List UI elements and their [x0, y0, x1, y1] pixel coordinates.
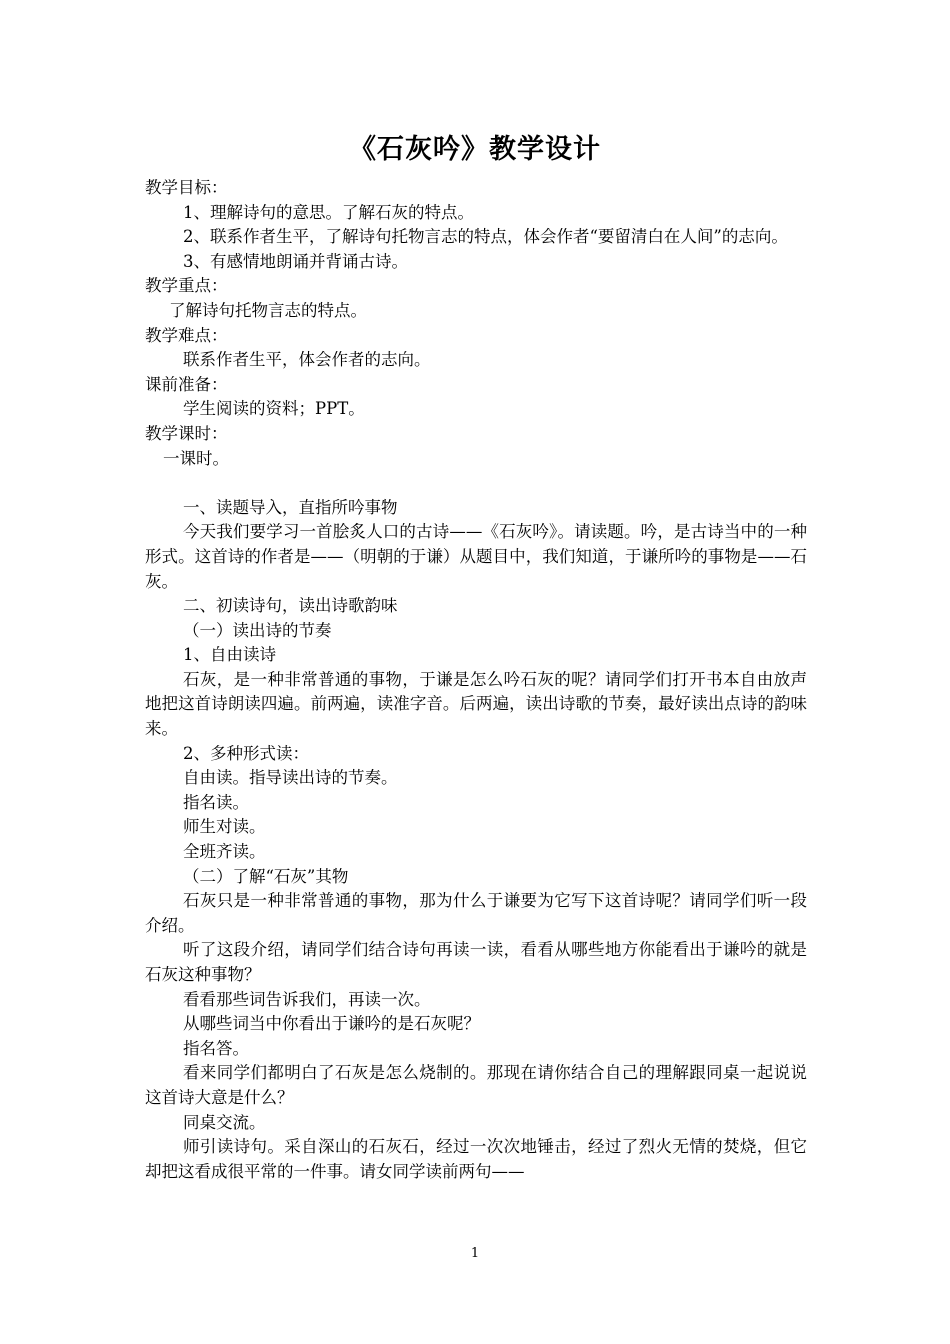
document-title: 《石灰吟》教学设计	[349, 134, 601, 165]
paragraph: 听了这段介绍，请同学们结合诗句再读一读，看看从哪些地方你能看出于谦吟的就是石灰这种事物？	[145, 940, 807, 984]
paragraph: 二、初读诗句，读出诗歌韵味	[183, 596, 398, 616]
paragraph: 指名答。	[183, 1038, 249, 1058]
paragraph: 一课时。	[163, 448, 229, 468]
paragraph: （一）读出诗的节奏	[183, 620, 332, 640]
paragraph: 1、自由读诗	[183, 645, 276, 665]
document-body	[145, 176, 807, 1184]
paragraph: 自由读。指导读出诗的节奏。	[183, 768, 398, 788]
paragraph: 教学课时：	[145, 423, 228, 443]
paragraph: 石灰只是一种非常普通的事物，那为什么于谦要为它写下这首诗呢？请同学们听一段介绍。	[145, 891, 807, 935]
paragraph: 看来同学们都明白了石灰是怎么烧制的。那现在请你结合自己的理解跟同桌一起说说这首诗大意是什么？	[145, 1063, 807, 1107]
paragraph: 全班齐读。	[183, 842, 266, 862]
paragraph: 看看那些词告诉我们，再读一次。	[183, 989, 431, 1009]
page-number: 1	[470, 1246, 480, 1261]
paragraph: 石灰，是一种非常普通的事物，于谦是怎么吟石灰的呢？请同学们打开书本自由放声地把这首诗朗读四遍。前两遍，读准字音。后两遍，读出诗歌的节奏，最好读出点诗的韵味来。	[145, 669, 807, 739]
paragraph: 联系作者生平，体会作者的志向。	[183, 350, 431, 370]
paragraph: 同桌交流。	[183, 1112, 266, 1132]
paragraph: 2、联系作者生平，了解诗句托物言志的特点，体会作者“要留清白在人间”的志向。	[183, 227, 788, 247]
paragraph: 师引读诗句。采自深山的石灰石，经过一次次地锤击，经过了烈火无情的焚烧，但它却把这看成很平常的一件事。请女同学读前两句——	[145, 1137, 807, 1181]
blank-line	[145, 471, 807, 496]
paragraph: 今天我们要学习一首脍炙人口的古诗——《石灰吟》。请读题。吟，是古诗当中的一种形式。这首诗的作者是——（明朝的于谦）从题目中，我们知道，于谦所吟的事物是——石灰。	[145, 522, 807, 591]
paragraph: 从哪些词当中你看出于谦吟的是石灰呢？	[183, 1014, 480, 1034]
paragraph: 教学目标：	[145, 178, 228, 197]
paragraph: 课前准备：	[145, 374, 228, 394]
paragraph: 2、多种形式读：	[183, 743, 309, 763]
paragraph: 了解诗句托物言志的特点。	[169, 300, 367, 320]
paragraph: 师生对读。	[183, 817, 266, 837]
paragraph: 3、有感情地朗诵并背诵古诗。	[183, 251, 408, 271]
paragraph: 学生阅读的资料；PPT。	[183, 399, 365, 419]
paragraph: 一、读题导入，直指所吟事物	[183, 497, 398, 517]
paragraph: 教学重点：	[145, 276, 228, 296]
paragraph: 指名读。	[183, 792, 249, 812]
paragraph: 教学难点：	[145, 325, 228, 345]
paragraph: 1、理解诗句的意思。了解石灰的特点。	[183, 202, 474, 222]
paragraph: （二）了解“石灰”其物	[183, 866, 349, 886]
